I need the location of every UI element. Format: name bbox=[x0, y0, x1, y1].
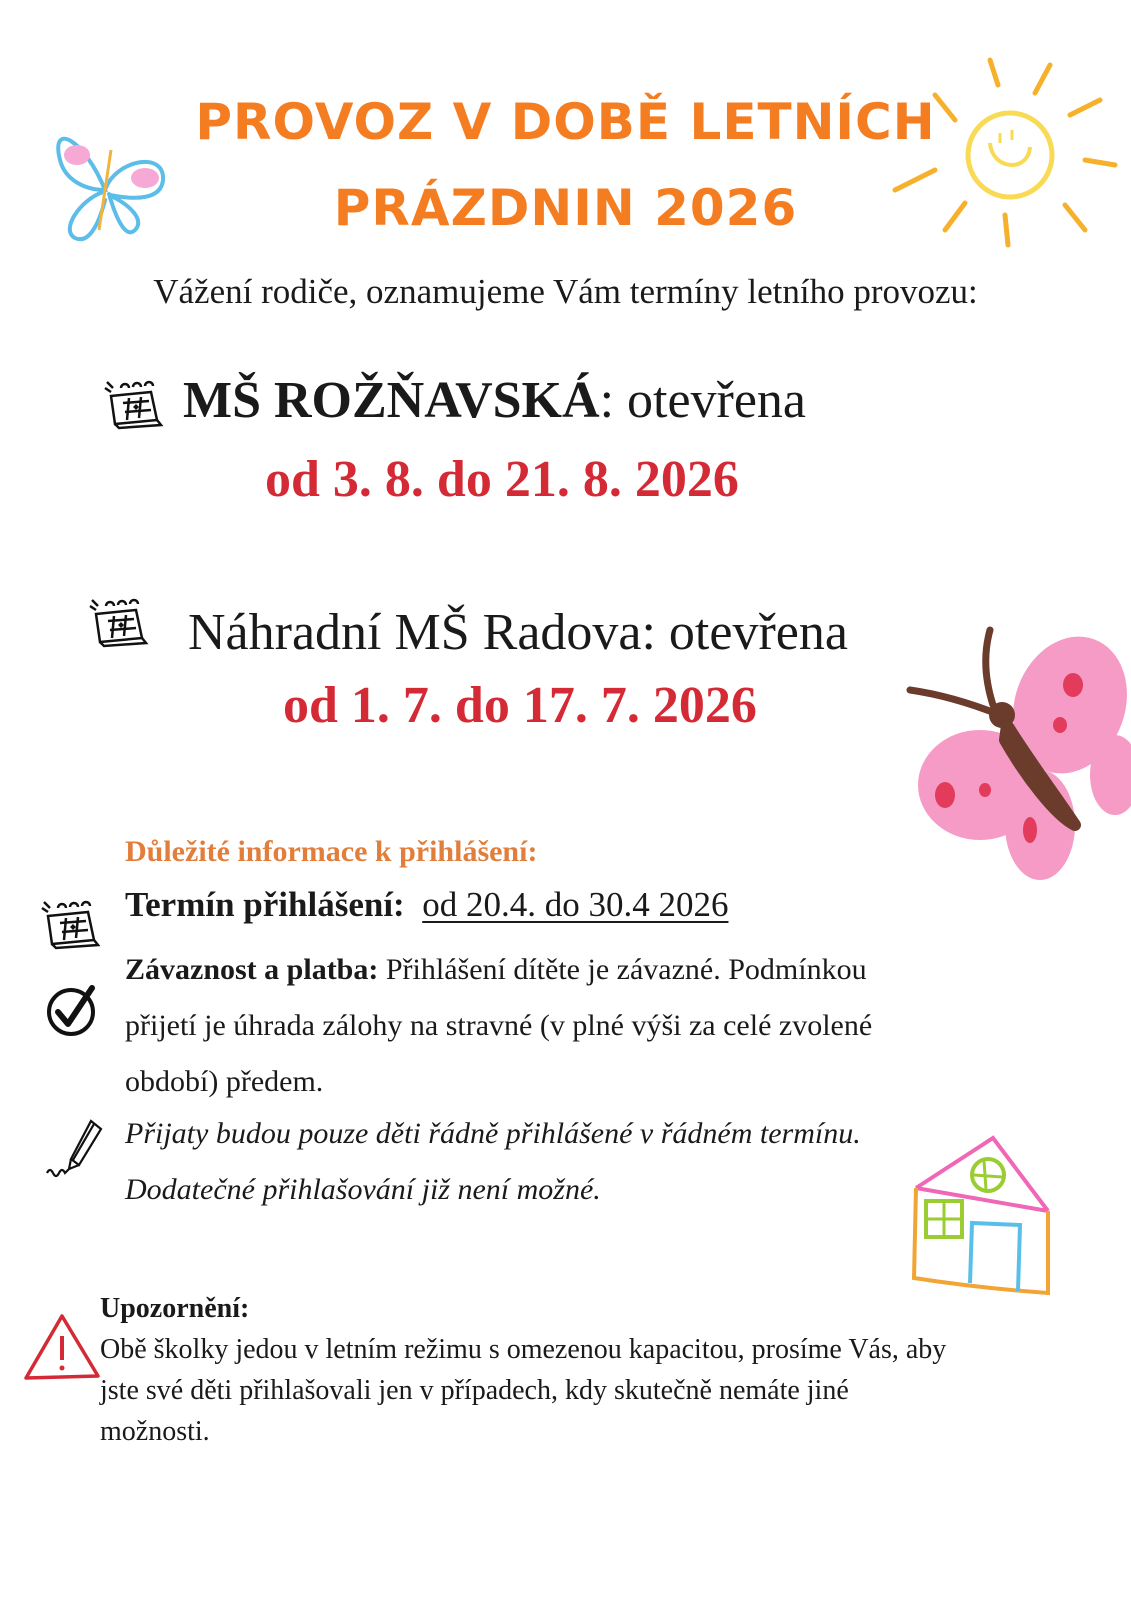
house-icon bbox=[908, 1133, 1058, 1303]
school-2-heading bbox=[188, 603, 848, 662]
commitment-text-1: Přihlášení dítěte je závazné. Podmínkou bbox=[378, 953, 867, 986]
late-registration-note bbox=[125, 1106, 1025, 1218]
note-line-1: Přijaty budou pouze děti řádně přihlášené v řádném termínu. bbox=[125, 1117, 861, 1150]
commitment-paragraph bbox=[125, 942, 1025, 1110]
intro-text: Vážení rodiče, oznamujeme Vám termíny letního provozu: bbox=[153, 272, 978, 311]
pink-butterfly-icon bbox=[905, 625, 1131, 885]
school-1-status: : otevřena bbox=[599, 372, 807, 429]
checkmark-circle-icon bbox=[44, 982, 100, 1038]
page-title-line1: PROVOZ V DOBĚ LETNÍCH bbox=[195, 93, 936, 151]
commitment-text-3: období) předem. bbox=[125, 1065, 324, 1098]
warning-heading: Upozornění: bbox=[100, 1293, 250, 1324]
warning-line-1: Obě školky jedou v letním režimu s omezenou kapacitou, prosíme Vás, aby bbox=[100, 1334, 947, 1365]
page-title-line2: PRÁZDNIN 2026 bbox=[333, 179, 798, 237]
school-2-status: : otevřena bbox=[641, 604, 848, 661]
warning-section bbox=[100, 1288, 1090, 1452]
commitment-text-2: přijetí je úhrada zálohy na stravné (v plné výši za celé zvolené bbox=[125, 1009, 873, 1042]
calendar-icon bbox=[103, 378, 165, 430]
registration-heading: Důležité informace k přihlášení: bbox=[125, 835, 538, 868]
warning-triangle-icon bbox=[22, 1312, 102, 1382]
warning-line-2: jste své děti přihlašovali jen v případech, kdy skutečně nemáte jiné bbox=[100, 1375, 849, 1406]
calendar-icon bbox=[38, 898, 104, 950]
registration-term-value: od 20.4. do 30.4 2026 bbox=[422, 885, 729, 924]
school-1-name: MŠ ROŽŇAVSKÁ bbox=[183, 372, 600, 429]
school-2-dates: od 1. 7. do 17. 7. 2026 bbox=[283, 677, 757, 734]
registration-term bbox=[125, 885, 728, 925]
pencil-icon bbox=[45, 1115, 107, 1177]
warning-line-3: možnosti. bbox=[100, 1416, 210, 1447]
school-1-dates: od 3. 8. do 21. 8. 2026 bbox=[265, 451, 739, 508]
commitment-label: Závaznost a platba: bbox=[125, 953, 379, 986]
note-line-2: Dodatečné přihlašování již není možné. bbox=[125, 1173, 601, 1206]
calendar-icon bbox=[88, 596, 150, 648]
school-2-name: Náhradní MŠ Radova bbox=[188, 604, 642, 661]
school-1-heading bbox=[183, 371, 806, 430]
registration-term-label: Termín přihlášení: bbox=[125, 885, 405, 924]
